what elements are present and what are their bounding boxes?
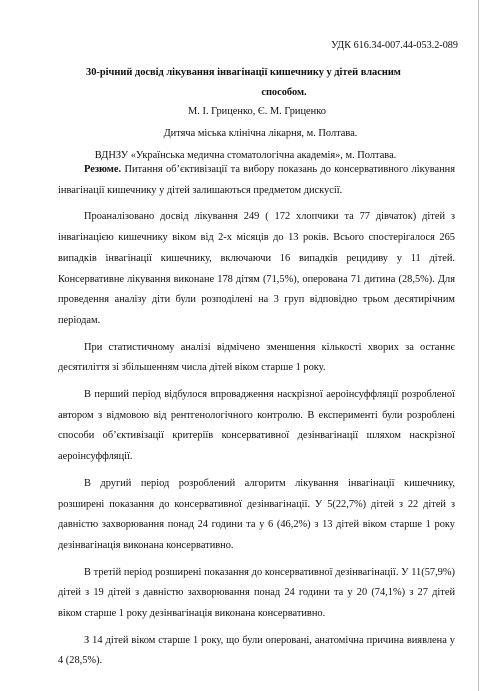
institution-2: ВДНЗУ «Українська медична стоматологічна академія», м. Полтава. <box>94 150 397 161</box>
page-edge-line <box>478 0 479 691</box>
title-line-1: 30-річний досвід лікування інвагінації кишечнику у дітей власним <box>86 67 401 78</box>
body-paragraph-2: При статистичному аналізі відмічено зменшення кількості хворих за останнє десятиліття зі збільшенням числа дітей віком старше 1 року. <box>58 341 455 374</box>
body-paragraph-6: З 14 дітей віком старше 1 року, що були оперовані, анатомічна причина виявлена у 4 (28,5%). <box>58 634 455 667</box>
resume-text: Питання об’єктивізації та вибору показань до консервативного лікування інвагінації кишечнику у дітей залишаються предметом дискусії. <box>58 164 455 196</box>
title-line-2: способом. <box>261 87 307 98</box>
authors: М. І. Гриценко, Є. М. Гриценко <box>188 106 326 117</box>
udk-code: УДК 616.34-007.44-053.2-089 <box>331 40 458 51</box>
institution-1: Дитяча міська клінічна лікарня, м. Полтава. <box>163 128 358 139</box>
resume-label: Резюме. <box>84 164 122 175</box>
body-paragraph-3: В перший період відбулося впровадження наскрізної аероінсуффляції розробленої автором з відмовою від рентгенологічного контролю. В експерименті були розроблені способи об’єктивізації критеріїв консервативної дезінвагінації шляхом наскрізної аероінсуффляції. <box>58 389 455 463</box>
resume-paragraph <box>58 160 455 201</box>
body-paragraph-4: В другий період розроблений алгоритм лікування інвагінації кишечнику, розширені показання до консервативної дезінвагінації. У 5(22,7%) дітей з 22 дітей з давністю захворювання понад 24 години та у 6 (46,2%) з 13 дітей віком старше 1 року дезінвагінація виконана консервативно. <box>58 477 455 551</box>
article-title <box>86 63 448 103</box>
article-body <box>58 160 455 674</box>
body-paragraph-5: В третій період розширені показання до консервативної дезінвагінації. У 11(57,9%) дітей з 19 дітей з давністю захворювання понад 24 години та у 20 (74,1%) з 27 дітей віком старше 1 року дезінвагінація виконана консервативно. <box>58 566 455 620</box>
body-paragraph-1: Проаналізовано досвід лікування 249 ( 172 хлопчики та 77 дівчаток) дітей з інвагінацією кишечнику віком від 2-х місяців до 13 років. Всього спостерігалося 265 випадків інвагінації кишечнику, включаючи 16 випадків рецидиву у 11 дітей. Консервативне лікування виконане 178 дітям (71,5%), оперована 71 дитина (28,5%). Для проведення аналізу діти були розподілені на 3 груп відповідно трьом десятирічним періодам. <box>58 211 455 326</box>
